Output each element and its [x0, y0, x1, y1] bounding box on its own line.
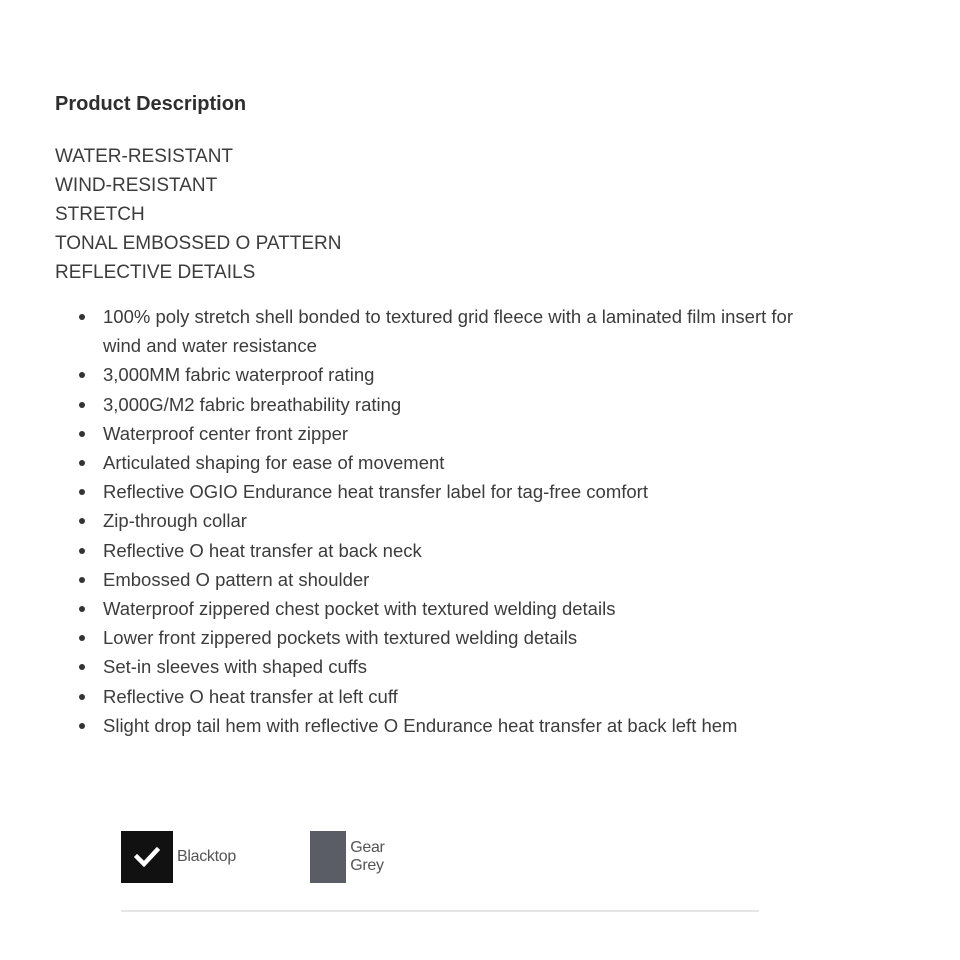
section-divider — [121, 910, 759, 912]
detail-list-item: 3,000MM fabric waterproof rating — [103, 360, 793, 389]
feature-list — [55, 142, 341, 287]
detail-list-item: Reflective OGIO Endurance heat transfer label for tag-free comfort — [103, 477, 793, 506]
detail-list-item: Reflective O heat transfer at back neck — [103, 536, 793, 565]
detail-list-item: Waterproof zippered chest pocket with textured welding details — [103, 594, 793, 623]
color-swatch-blacktop[interactable] — [121, 831, 236, 883]
detail-list-item: Articulated shaping for ease of movement — [103, 448, 793, 477]
detail-list-item: Lower front zippered pockets with textured welding details — [103, 623, 793, 652]
color-chip-blacktop[interactable] — [121, 831, 173, 883]
color-swatch-label[interactable]: Gear Grey — [350, 839, 385, 874]
detail-list-item: Slight drop tail hem with reflective O Endurance heat transfer at back left hem — [103, 711, 793, 740]
detail-list-item: Set-in sleeves with shaped cuffs — [103, 652, 793, 681]
detail-list-item: 3,000G/M2 fabric breathability rating — [103, 390, 793, 419]
feature-item: TONAL EMBOSSED O PATTERN — [55, 233, 342, 254]
feature-item: WIND-RESISTANT — [55, 175, 218, 196]
detail-list-item: 100% poly stretch shell bonded to textured grid fleece with a laminated film insert for wind and water resistance — [103, 302, 793, 360]
feature-item: WATER-RESISTANT — [55, 146, 234, 167]
color-chip-gear-grey[interactable] — [310, 831, 346, 883]
feature-item: STRETCH — [55, 204, 145, 225]
detail-list-item: Zip-through collar — [103, 506, 793, 535]
detail-list-item: Waterproof center front zipper — [103, 419, 793, 448]
product-detail-list — [103, 302, 793, 740]
color-swatch-gear-grey[interactable] — [310, 831, 400, 883]
detail-list-item: Embossed O pattern at shoulder — [103, 565, 793, 594]
feature-item: REFLECTIVE DETAILS — [55, 262, 256, 283]
checkmark-icon — [134, 847, 160, 867]
detail-list-item: Reflective O heat transfer at left cuff — [103, 682, 793, 711]
color-swatch-label[interactable]: Blacktop — [177, 848, 236, 865]
product-description-heading: Product Description — [55, 93, 247, 115]
